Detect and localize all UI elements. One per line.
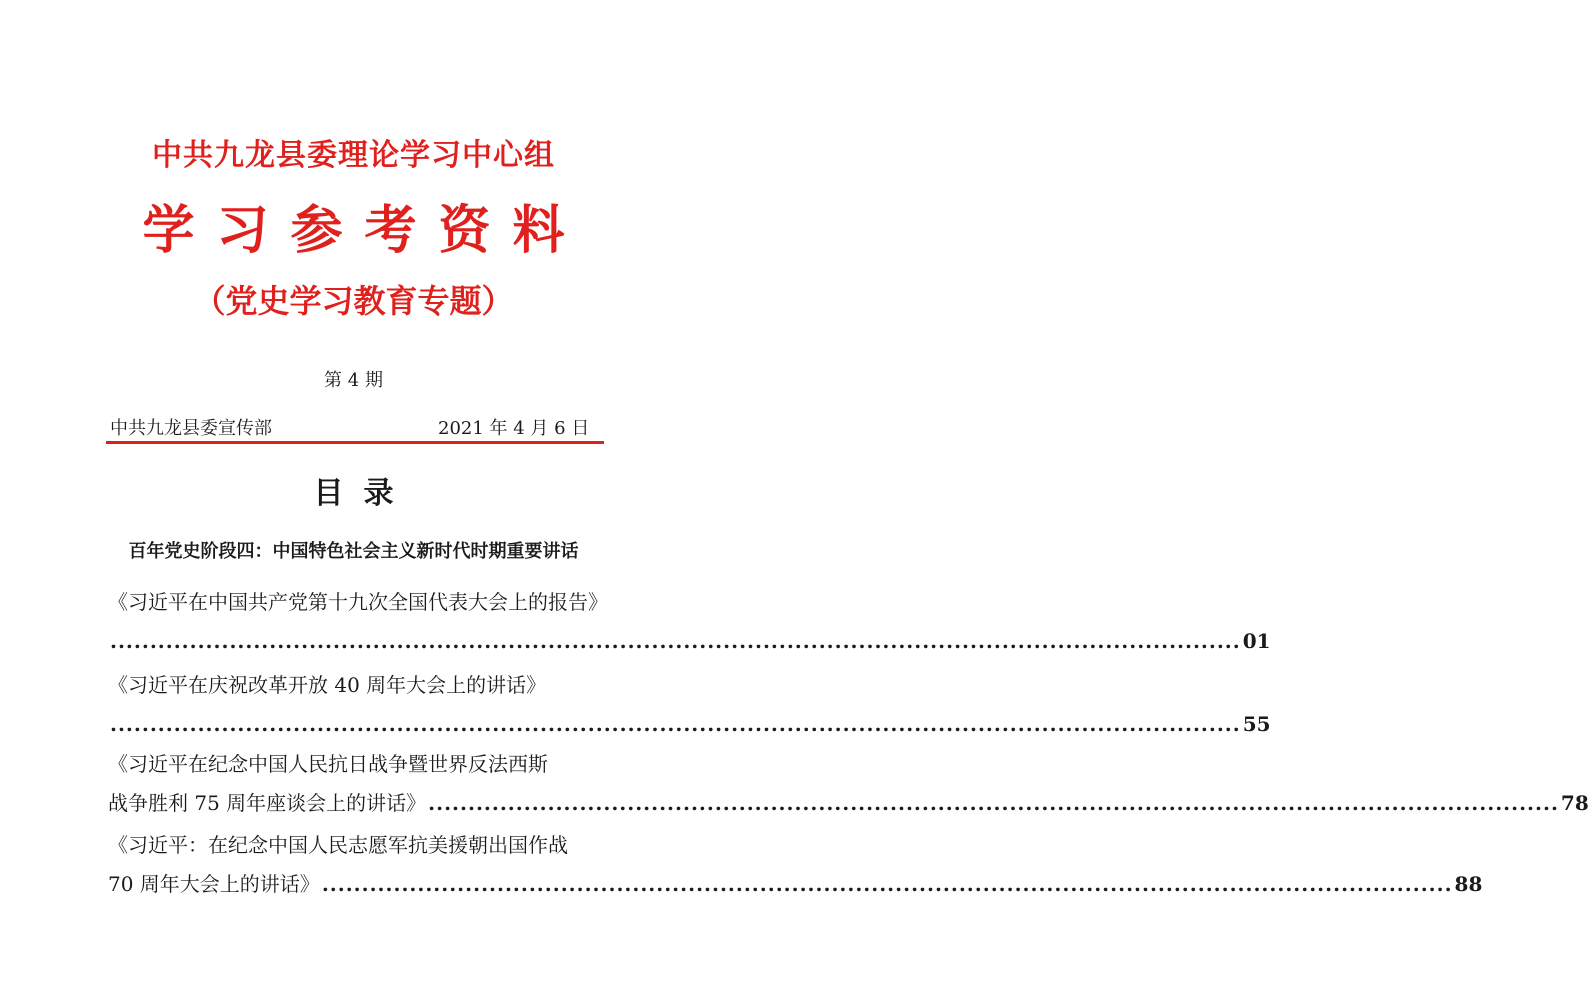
toc-entry-title: 《习近平：在纪念中国人民志愿军抗美援朝出国作战 (108, 833, 568, 857)
dot-leader: .............................................................................................................................................. (321, 872, 1453, 896)
toc-entry-title-cont: 70 周年大会上的讲话》 (108, 872, 320, 896)
toc-entry-page: 55 (1242, 712, 1271, 736)
org-heading: 中共九龙县委理论学习中心组 (152, 138, 555, 173)
toc-entry[interactable] (108, 829, 1483, 897)
dot-leader: .............................................................................................................................................. (110, 712, 1241, 736)
toc-entry-title-cont: 战争胜利 75 周年座谈会上的讲话》 (108, 791, 427, 815)
doc-subtitle: （党史学习教育专题） (193, 282, 514, 320)
toc-entry-leader-row (108, 712, 1271, 736)
toc-entry-leader-row (108, 787, 1589, 816)
toc-entry[interactable] (108, 669, 1271, 736)
toc-section-title: 百年党史阶段四：中国特色社会主义新时代时期重要讲话 (128, 541, 579, 562)
toc-entry-leader-row (108, 868, 1483, 897)
toc-entry-page: 78 (1560, 791, 1589, 815)
dot-leader: .............................................................................................................................................. (428, 791, 1559, 815)
dot-leader: .............................................................................................................................................. (110, 629, 1241, 653)
publisher-department: 中共九龙县委宣传部 (110, 418, 272, 439)
header-divider (106, 441, 604, 444)
toc-entry-page: 01 (1242, 629, 1271, 653)
toc-entry-page: 88 (1454, 872, 1483, 896)
toc-title: 目录 (313, 476, 414, 511)
toc-entry-title: 《习近平在庆祝改革开放 40 周年大会上的讲话》 (108, 673, 547, 697)
publish-date: 2021 年 4 月 6 日 (438, 418, 590, 439)
toc-entry-leader-row (108, 629, 1271, 653)
toc-entry[interactable] (108, 748, 1589, 816)
toc-entry-title: 《习近平在中国共产党第十九次全国代表大会上的报告》 (108, 590, 608, 614)
issue-number: 第 4 期 (324, 370, 383, 391)
toc-entry-title: 《习近平在纪念中国人民抗日战争暨世界反法西斯 (108, 752, 548, 776)
doc-title: 学习参考资料 (142, 200, 587, 261)
toc-entry[interactable] (108, 586, 1271, 653)
